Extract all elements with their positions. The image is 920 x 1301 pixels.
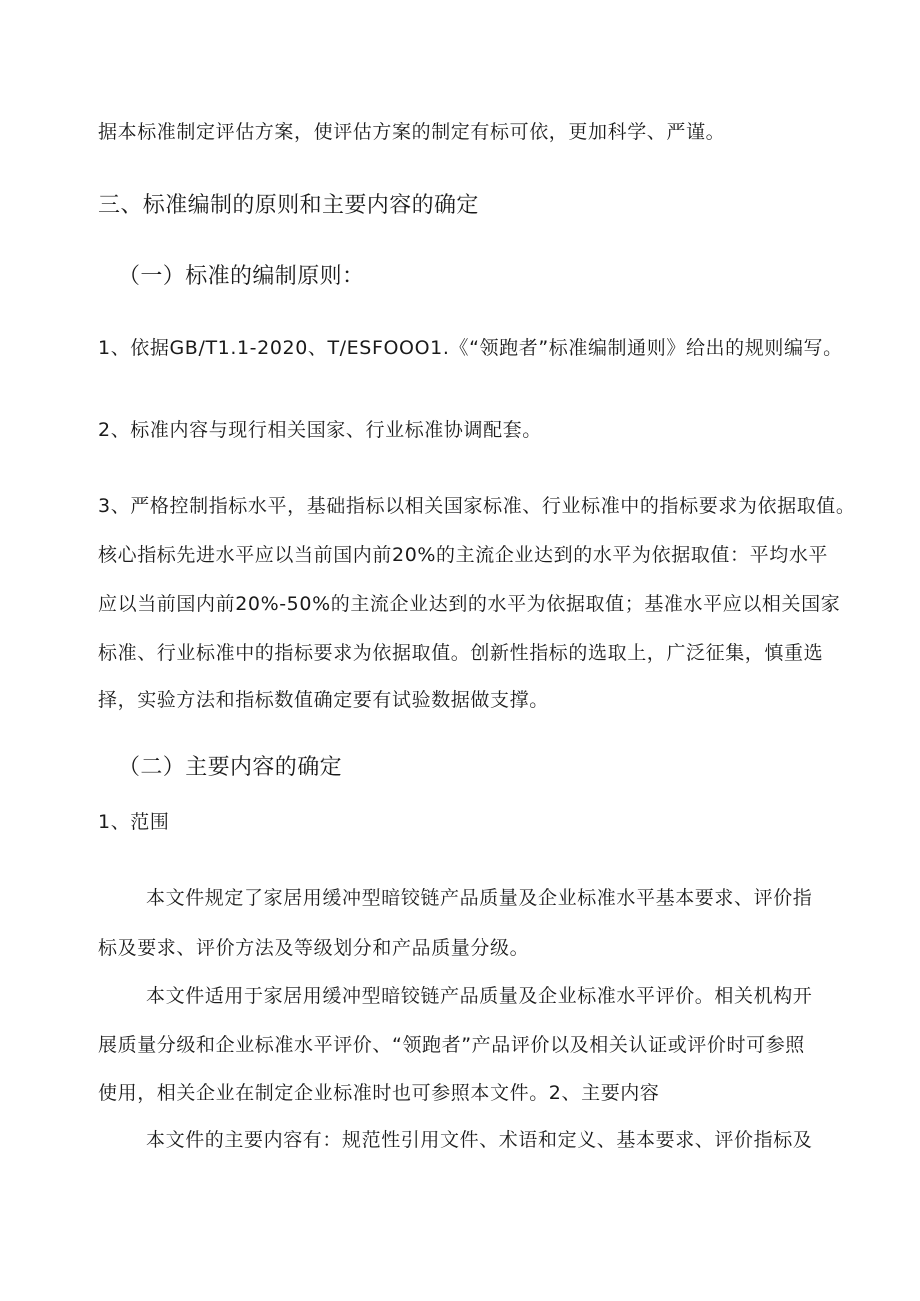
list-item: 1、依据GB/T1.1-2020、T/ESFOOO1.《“领跑者”标准编制通则》给出的规则编写。 — [98, 337, 843, 359]
paragraph-line: 展质量分级和企业标准水平评价、“领跑者”产品评价以及相关认证或评价时可参照 — [98, 1034, 805, 1056]
paragraph-line: 标及要求、评价方法及等级划分和产品质量分级。 — [98, 937, 530, 959]
subsection-heading: （二）主要内容的确定 — [118, 755, 343, 780]
paragraph-line: 本文件规定了家居用缓冲型暗铰链产品质量及企业标准水平基本要求、评价指 — [146, 887, 813, 909]
paragraph-line: 据本标准制定评估方案，使评估方案的制定有标可依，更加科学、严谨。 — [98, 121, 726, 143]
paragraph-line: 标准、行业标准中的指标要求为依据取值。创新性指标的选取上，广泛征集，慎重选 — [98, 642, 824, 664]
list-item: 2、标准内容与现行相关国家、行业标准协调配套。 — [98, 419, 542, 441]
paragraph-line: 使用，相关企业在制定企业标准时也可参照本文件。2、主要内容 — [98, 1082, 660, 1104]
sub-item: 1、范围 — [98, 811, 170, 833]
paragraph-line: 择，实验方法和指标数值确定要有试验数据做支撑。 — [98, 689, 549, 711]
section-heading: 三、标准编制的原则和主要内容的确定 — [98, 193, 479, 218]
paragraph-line: 本文件的主要内容有：规范性引用文件、术语和定义、基本要求、评价指标及 — [146, 1129, 813, 1151]
paragraph-line: 核心指标先进水平应以当前国内前20%的主流企业达到的水平为依据取值：平均水平 — [98, 544, 829, 566]
paragraph-line: 应以当前国内前20%-50%的主流企业达到的水平为依据取值；基准水平应以相关国家 — [98, 593, 841, 615]
subsection-heading: （一）标准的编制原则： — [118, 264, 365, 289]
list-item: 3、严格控制指标水平，基础指标以相关国家标准、行业标准中的指标要求为依据取值。 — [98, 495, 856, 517]
paragraph-line: 本文件适用于家居用缓冲型暗铰链产品质量及企业标准水平评价。相关机构开 — [146, 985, 813, 1007]
